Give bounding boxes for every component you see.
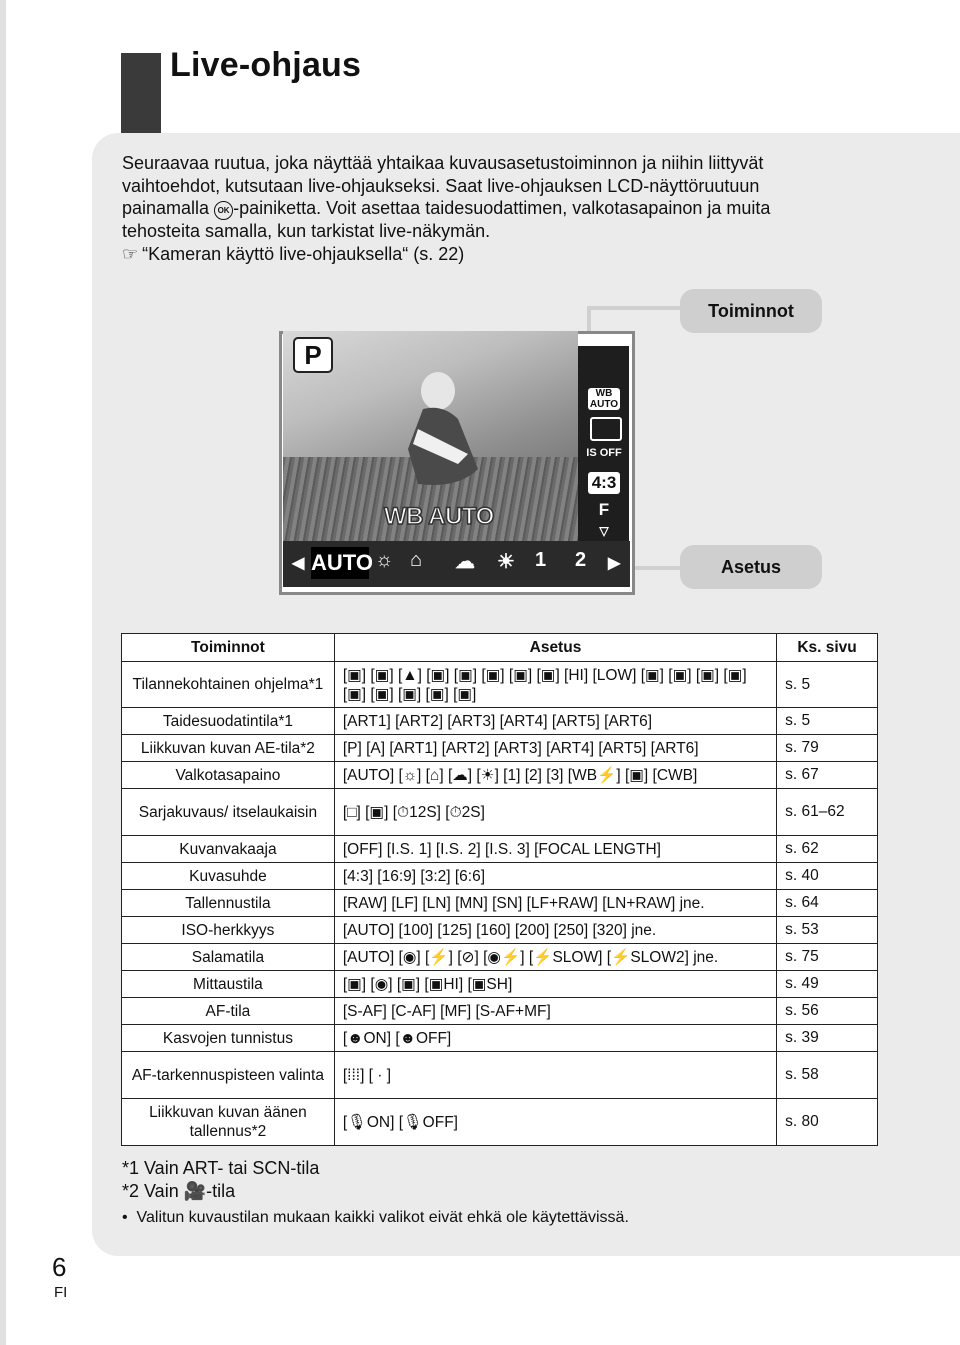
setting-cell: [☻ON] [☻OFF] [334, 1025, 776, 1052]
ok-button-icon: OK [214, 201, 233, 220]
table-row [122, 890, 878, 917]
fluorescent-2-icon: 2 [575, 549, 587, 571]
person-figure-icon [398, 369, 493, 494]
setting-cell: [4:3] [16:9] [3:2] [6:6] [334, 863, 776, 890]
drive-single-icon [590, 417, 622, 441]
table-row [122, 1052, 878, 1099]
table-row [122, 836, 878, 863]
table-row [122, 944, 878, 971]
page-cell: s. 56 [777, 998, 878, 1025]
table-row [122, 917, 878, 944]
bullet-note-text: Valitun kuvaustilan mukaan kaikki valikot eivät ehkä ole käytettävissä. [136, 1209, 629, 1226]
page-cell: s. 53 [777, 917, 878, 944]
function-cell: Tilannekohtainen ohjelma*1 [122, 662, 335, 708]
function-cell: Kasvojen tunnistus [122, 1025, 335, 1052]
record-mode-icon: F [598, 500, 610, 519]
footnotes [122, 1157, 319, 1203]
setting-cell: [AUTO] [◉] [⚡] [⊘] [◉⚡] [⚡SLOW] [⚡SLOW2] jne. [334, 944, 776, 971]
intro-line: Seuraavaa ruutua, joka näyttää yhtaikaa kuvausasetustoiminnon ja niihin liittyvät [122, 153, 764, 173]
table-row [122, 735, 878, 762]
function-cell: AF-tila [122, 998, 335, 1025]
bullet-note: • Valitun kuvaustilan mukaan kaikki valikot eivät ehkä ole käytettävissä. [122, 1209, 629, 1226]
page-cell: s. 75 [777, 944, 878, 971]
arrow-right-icon: ▶ [608, 555, 621, 572]
page-edge-strip [0, 0, 6, 1345]
callout-functions: Toiminnot [680, 289, 822, 333]
arrow-left-icon: ◀ [292, 555, 305, 572]
callout-setting: Asetus [680, 545, 822, 589]
language-code: FI [54, 1284, 68, 1301]
intro-line: tehosteita samalla, kun tarkistat live-näkymän. [122, 221, 491, 241]
setting-cell: [AUTO] [100] [125] [160] [200] [250] [320] jne. [334, 917, 776, 944]
connector-line [632, 566, 680, 570]
function-cell: Sarjakuvaus/ itselaukaisin [122, 789, 335, 836]
function-cell: Liikkuvan kuvan AE-tila*2 [122, 735, 335, 762]
functions-table [121, 633, 878, 1146]
function-cell: Valkotasapaino [122, 762, 335, 789]
setting-cell: [AUTO] [☼] [⌂] [☁] [☀] [1] [2] [3] [WB⚡] [▣] [CWB] [334, 762, 776, 789]
function-cell: ISO-herkkyys [122, 917, 335, 944]
page-cell: s. 58 [777, 1052, 878, 1099]
setting-cell: [□] [▣] [⏱12S] [⏱2S] [334, 789, 776, 836]
wb-overlay-text: WB AUTO [384, 503, 494, 530]
function-cell: Liikkuvan kuvan äänen tallennus*2 [122, 1099, 335, 1146]
reference-icon: ☞ [122, 243, 139, 264]
function-cell: Salamatila [122, 944, 335, 971]
table-header-row [122, 634, 878, 662]
page-cell: s. 49 [777, 971, 878, 998]
table-row [122, 1099, 878, 1146]
aspect-ratio-icon: 4:3 [588, 472, 620, 494]
title-bar-block [121, 53, 161, 133]
function-cell: Taidesuodatintila*1 [122, 708, 335, 735]
page-cell: s. 80 [777, 1099, 878, 1146]
table-row [122, 708, 878, 735]
setting-cell: [ART1] [ART2] [ART3] [ART4] [ART5] [ART6] [334, 708, 776, 735]
page-cell: s. 64 [777, 890, 878, 917]
is-off-icon: IS OFF [586, 447, 622, 459]
function-cell: Mittaustila [122, 971, 335, 998]
setting-cell: [P] [A] [ART1] [ART2] [ART3] [ART4] [ART5] [ART6] [334, 735, 776, 762]
page-title: Live-ohjaus [170, 46, 362, 84]
setting-cell: [▣] [◉] [▣] [▣HI] [▣SH] [334, 971, 776, 998]
reference-line [122, 243, 822, 266]
page-cell: s. 39 [777, 1025, 878, 1052]
page-cell: s. 62 [777, 836, 878, 863]
fluorescent-1-icon: 1 [535, 549, 547, 571]
setting-cell: [S-AF] [C-AF] [MF] [S-AF+MF] [334, 998, 776, 1025]
cloud-icon: ☁ [455, 551, 475, 573]
page-cell: s. 5 [777, 708, 878, 735]
setting-cell: [🎙ON] [🎙OFF] [334, 1099, 776, 1146]
connector-line [587, 306, 680, 310]
header-functions: Toiminnot [122, 634, 335, 662]
intro-line: vaihtoehdot, kutsutaan live-ohjaukseksi. Saat live-ohjauksen LCD-näyttöruutuun [122, 175, 760, 196]
function-cell: Kuvasuhde [122, 863, 335, 890]
page-cell: s. 67 [777, 762, 878, 789]
footnote-1: *1 Vain ART- tai SCN-tila [122, 1158, 320, 1178]
reference-text: “Kameran käyttö live-ohjauksella“ (s. 22) [142, 243, 465, 264]
scroll-down-icon: ▽ [599, 524, 609, 538]
mode-badge: P [293, 337, 333, 373]
table-row [122, 1025, 878, 1052]
table-row [122, 971, 878, 998]
wb-auto-icon: WB AUTO [589, 388, 619, 410]
setting-cell: [RAW] [LF] [LN] [MN] [SN] [LF+RAW] [LN+RAW] jne. [334, 890, 776, 917]
setting-cell: [OFF] [I.S. 1] [I.S. 2] [I.S. 3] [FOCAL LENGTH] [334, 836, 776, 863]
footnote-2 [122, 1180, 319, 1203]
table-row [122, 762, 878, 789]
setting-cell: [▣] [▣] [▲] [▣] [▣] [▣] [▣] [▣] [HI] [LOW] [▣] [▣] [▣] [▣][▣] [▣] [▣] [▣] [▣] [334, 662, 776, 708]
intro-text [122, 152, 822, 265]
page-cell: s. 40 [777, 863, 878, 890]
intro-line-b: -painiketta. Voit asettaa taidesuodattimen, valkotasapainon ja muita [233, 198, 771, 218]
page-cell: s. 61–62 [777, 789, 878, 836]
intro-line-a: painamalla [122, 198, 210, 218]
header-setting: Asetus [334, 634, 776, 662]
page-cell: s. 79 [777, 735, 878, 762]
setting-cell: [⁞⁞⁞] [ · ] [334, 1052, 776, 1099]
intro-line [122, 197, 822, 220]
function-cell: AF-tarkennuspisteen valinta [122, 1052, 335, 1099]
page-number: 6 [52, 1252, 67, 1282]
tungsten-icon: ☀ [497, 551, 515, 573]
footnote-2-b: -tila [206, 1181, 236, 1201]
function-cell: Tallennustila [122, 890, 335, 917]
table-row [122, 863, 878, 890]
function-cell: Kuvanvakaaja [122, 836, 335, 863]
sun-icon: ☼ [375, 549, 394, 571]
table-row [122, 998, 878, 1025]
wb-auto-option: AUTO [311, 547, 369, 579]
footnote-2-a: *2 Vain [122, 1181, 179, 1201]
table-row [122, 662, 878, 708]
page-cell: s. 5 [777, 662, 878, 708]
movie-icon: 🎥 [183, 1181, 207, 1201]
header-page: Ks. sivu [777, 634, 878, 662]
table-row [122, 789, 878, 836]
shade-icon: ⌂ [410, 549, 423, 571]
